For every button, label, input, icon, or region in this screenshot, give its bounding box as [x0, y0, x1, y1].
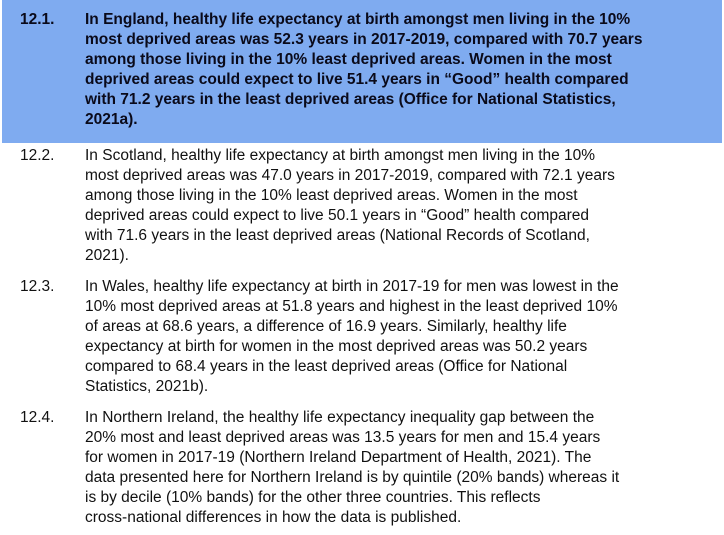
text-line: 20% most and least deprived areas was 13.5 years for men and 15.4 years: [85, 429, 601, 446]
paragraph-number: 12.2.: [20, 147, 55, 164]
text-line: 2021a).: [85, 111, 138, 128]
text-line: 2021).: [85, 247, 129, 264]
text-line: with 71.2 years in the least deprived areas (Office for National Statistics,: [85, 91, 616, 108]
paragraph-text: [85, 408, 715, 528]
text-line: expectancy at birth for women in the most deprived areas was 50.2 years: [85, 338, 588, 355]
text-line: deprived areas could expect to live 51.4 years in “Good” health compared: [85, 71, 629, 88]
text-line: most deprived areas was 47.0 years in 2017-2019, compared with 72.1 years: [85, 167, 615, 184]
text-line: of areas at 68.6 years, a difference of 16.9 years. Similarly, healthy life: [85, 318, 567, 335]
text-line: among those living in the 10% least deprived areas. Women in the most: [85, 187, 578, 204]
text-line: 10% most deprived areas at 51.8 years and highest in the least deprived 10%: [85, 298, 618, 315]
paragraph-number: 12.3.: [20, 278, 55, 295]
paragraph-text: [85, 277, 715, 397]
text-line: In Northern Ireland, the healthy life expectancy inequality gap between the: [85, 409, 595, 426]
paragraph-number: 12.1.: [20, 11, 55, 28]
paragraph-text: [85, 146, 715, 266]
text-line: most deprived areas was 52.3 years in 2017-2019, compared with 70.7 years: [85, 31, 643, 48]
text-line: cross-national differences in how the data is published.: [85, 509, 462, 526]
text-line: among those living in the 10% least deprived areas. Women in the most: [85, 51, 612, 68]
text-line: deprived areas could expect to live 50.1 years in “Good” health compared: [85, 207, 590, 224]
text-line: for women in 2017-19 (Northern Ireland Department of Health, 2021). The: [85, 449, 592, 466]
paragraph-number: 12.4.: [20, 409, 55, 426]
text-line: Statistics, 2021b).: [85, 378, 209, 395]
text-line: In Scotland, healthy life expectancy at birth amongst men living in the 10%: [85, 147, 596, 164]
paragraph-text: [85, 10, 715, 130]
text-line: with 71.6 years in the least deprived areas (National Records of Scotland,: [85, 227, 590, 244]
text-line: In Wales, healthy life expectancy at birth in 2017-19 for men was lowest in the: [85, 278, 619, 295]
text-line: In England, healthy life expectancy at birth amongst men living in the 10%: [85, 11, 631, 28]
text-line: compared to 68.4 years in the least deprived areas (Office for National: [85, 358, 568, 375]
text-line: is by decile (10% bands) for the other three countries. This reflects: [85, 489, 541, 506]
text-line: data presented here for Northern Ireland is by quintile (20% bands) whereas it: [85, 469, 620, 486]
